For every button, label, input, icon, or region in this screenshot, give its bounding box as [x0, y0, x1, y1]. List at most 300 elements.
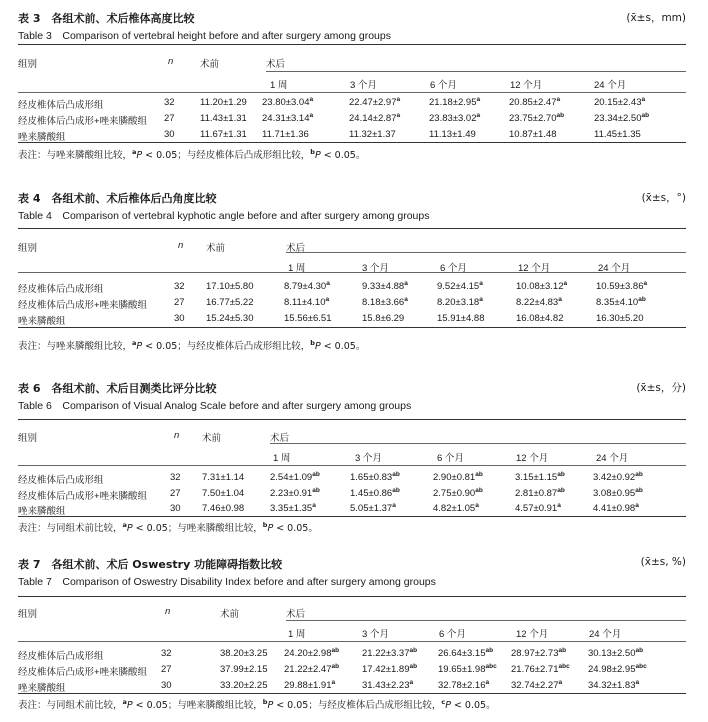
- significance-marker: a: [641, 95, 646, 103]
- row-preop: 15.24±5.30: [206, 313, 254, 324]
- row-value: [350, 488, 400, 499]
- header-period: 1 周: [270, 80, 288, 91]
- header-postop: 术后: [270, 433, 290, 444]
- significance-marker: ab: [475, 486, 483, 494]
- footnote-marker: a: [132, 338, 137, 347]
- footnote-p: P: [267, 700, 274, 711]
- postop-span-rule: [286, 252, 686, 253]
- table-bottom-rule: [18, 142, 686, 143]
- row-value: [596, 313, 643, 324]
- significance-marker: ab: [392, 470, 400, 478]
- footnote-text: 表注：与唑来膦酸组比较，: [18, 341, 133, 352]
- row-value: [362, 648, 417, 659]
- header-period: 1 周: [288, 263, 306, 274]
- value-text: 3.15±1.15: [515, 472, 558, 483]
- row-value: [262, 97, 313, 108]
- footnote-marker: b: [310, 147, 315, 156]
- header-period: 3 个月: [362, 629, 389, 640]
- row-n: 27: [174, 297, 185, 308]
- value-text: 24.14±2.87: [349, 113, 397, 124]
- row-n: 30: [161, 680, 172, 691]
- significance-marker: a: [476, 111, 481, 119]
- value-text: 10.87±1.48: [509, 129, 557, 140]
- value-text: 8.22±4.83: [516, 297, 559, 308]
- significance-marker: a: [312, 501, 316, 509]
- header-period: 24 个月: [598, 263, 631, 274]
- header-period: 12 个月: [518, 263, 551, 274]
- table-title-en: Table 6 Comparison of Visual Analog Scale before and after surgery among groups: [18, 400, 412, 412]
- header-period: 12 个月: [516, 453, 549, 464]
- table-bottom-rule: [18, 516, 686, 517]
- row-preop: 11.43±1.31: [200, 113, 247, 124]
- table-header-rule: [18, 272, 686, 273]
- row-value: [270, 472, 320, 483]
- value-text: 11.13±1.49: [429, 129, 476, 140]
- table-title-en: Table 7 Comparison of Oswestry Disability Index before and after surgery among groups: [18, 576, 436, 588]
- header-preop: 术前: [200, 59, 220, 70]
- footnote-marker: b: [262, 697, 268, 706]
- significance-marker: abc: [485, 662, 497, 670]
- value-text: 8.18±3.66: [362, 297, 405, 308]
- row-group: 唑来膦酸组: [18, 316, 66, 327]
- row-group: 唑来膦酸组: [18, 506, 66, 517]
- row-preop: 11.20±1.29: [200, 97, 247, 108]
- header-group: 组别: [18, 609, 38, 620]
- row-n: 32: [164, 97, 175, 108]
- value-text: 3.35±1.35: [270, 503, 313, 514]
- row-value: [270, 488, 320, 499]
- footnote-text: 表注：与唑来膦酸组比较，: [18, 150, 133, 161]
- row-value: [284, 664, 339, 675]
- table-title-cn: 表 6 各组术前、术后目测类比评分比较: [18, 382, 217, 395]
- significance-marker: ab: [635, 646, 644, 654]
- row-preop: 16.77±5.22: [206, 297, 254, 308]
- significance-marker: a: [404, 279, 408, 287]
- value-text: 9.33±4.88: [362, 281, 405, 292]
- value-text: 4.41±0.98: [593, 503, 636, 514]
- row-value: [349, 129, 396, 140]
- row-preop: 11.67±1.31: [200, 129, 247, 140]
- row-value: [438, 680, 489, 691]
- header-n: n: [174, 430, 180, 441]
- significance-marker: ab: [331, 662, 340, 670]
- row-value: [433, 488, 483, 499]
- row-value: [593, 503, 639, 514]
- header-period: 24 个月: [589, 629, 622, 640]
- significance-marker: a: [404, 295, 408, 303]
- value-text: 26.64±3.15: [438, 648, 486, 659]
- row-value: [588, 664, 647, 675]
- row-value: [511, 664, 570, 675]
- value-text: 16.08±4.82: [516, 313, 564, 324]
- table-title-cn: 表 7 各组术前、术后 Oswestry 功能障碍指数比较: [18, 558, 283, 571]
- header-preop: 术前: [206, 243, 226, 254]
- significance-marker: a: [409, 678, 414, 686]
- row-value: [588, 648, 643, 659]
- table-unit: (x̄±s, %): [640, 556, 686, 568]
- row-n: 30: [174, 313, 185, 324]
- value-text: 15.56±6.51: [284, 313, 332, 324]
- table-unit: (x̄±s，分): [636, 382, 686, 394]
- significance-marker: a: [643, 279, 648, 287]
- row-preop: 17.10±5.80: [206, 281, 254, 292]
- postop-span-rule: [266, 71, 686, 72]
- table-header-rule: [18, 465, 686, 466]
- significance-marker: abc: [635, 662, 647, 670]
- footnote-marker: a: [132, 147, 137, 156]
- header-postop: 术后: [286, 609, 306, 620]
- row-value: [593, 472, 643, 483]
- table-top-rule: [18, 596, 686, 597]
- row-value: [284, 648, 339, 659]
- significance-marker: a: [557, 501, 561, 509]
- row-value: [437, 297, 483, 308]
- footnote-p: P: [126, 700, 133, 711]
- significance-marker: a: [331, 678, 336, 686]
- row-value: [429, 129, 476, 140]
- header-period: 3 个月: [350, 80, 377, 91]
- significance-marker: a: [396, 95, 401, 103]
- significance-marker: a: [485, 678, 490, 686]
- value-text: 11.71±1.36: [262, 129, 309, 140]
- row-value: [516, 281, 567, 292]
- value-text: 8.11±4.10: [284, 297, 326, 308]
- value-text: 15.91±4.88: [437, 313, 485, 324]
- row-group: 唑来膦酸组: [18, 683, 66, 694]
- row-value: [270, 503, 316, 514]
- value-text: 2.75±0.90: [433, 488, 476, 499]
- header-n: n: [178, 240, 184, 251]
- value-text: 22.47±2.97: [349, 97, 397, 108]
- row-group: 经皮椎体后凸成形组: [18, 475, 104, 486]
- table-footnote: [18, 697, 496, 711]
- footnote-p: P: [267, 523, 274, 534]
- row-preop: 37.99±2.15: [220, 664, 268, 675]
- row-value: [349, 97, 400, 108]
- row-value: [433, 472, 483, 483]
- table-bottom-rule: [18, 693, 686, 694]
- row-group: 经皮椎体后凸成形+唑来膦酸组: [18, 300, 148, 311]
- footnote-marker: b: [262, 520, 268, 529]
- row-value: [509, 129, 556, 140]
- significance-marker: ab: [409, 646, 418, 654]
- row-value: [362, 664, 417, 675]
- significance-marker: a: [558, 678, 563, 686]
- row-group: 经皮椎体后凸成形组: [18, 651, 104, 662]
- row-value: [437, 313, 484, 324]
- table-footnote: [18, 338, 365, 352]
- value-text: 24.98±2.95: [588, 664, 636, 675]
- row-n: 27: [161, 664, 172, 675]
- value-text: 4.82±1.05: [433, 503, 476, 514]
- value-text: 34.32±1.83: [588, 680, 636, 691]
- significance-marker: a: [563, 279, 568, 287]
- value-text: 32.74±2.27: [511, 680, 559, 691]
- row-value: [429, 113, 480, 124]
- value-text: 20.85±2.47: [509, 97, 557, 108]
- row-preop: 7.31±1.14: [202, 472, 245, 483]
- value-text: 30.13±2.50: [588, 648, 636, 659]
- row-value: [509, 97, 560, 108]
- value-text: 2.54±1.09: [270, 472, 313, 483]
- row-value: [433, 503, 479, 514]
- footnote-marker: b: [310, 338, 315, 347]
- header-n: n: [168, 56, 174, 67]
- row-value: [362, 680, 413, 691]
- significance-marker: ab: [392, 486, 400, 494]
- footnote-text: 表注：与同组术前比较，: [18, 523, 123, 534]
- significance-marker: a: [326, 279, 330, 287]
- significance-marker: abc: [558, 662, 570, 670]
- table-footnote: [18, 520, 318, 534]
- row-value: [284, 281, 330, 292]
- row-value: [593, 488, 643, 499]
- value-text: 21.22±2.47: [284, 664, 332, 675]
- row-group: 经皮椎体后凸成形+唑来膦酸组: [18, 667, 148, 678]
- footnote-text: < 0.05；与唑来膦酸组比较，: [132, 700, 263, 711]
- row-value: [362, 297, 408, 308]
- value-text: 21.22±3.37: [362, 648, 410, 659]
- footnote-text: < 0.05；与唑来膦酸组比较，: [132, 523, 263, 534]
- significance-marker: a: [392, 501, 396, 509]
- row-n: 32: [170, 472, 181, 483]
- table-footnote: [18, 147, 365, 161]
- value-text: 16.30±5.20: [596, 313, 644, 324]
- row-n: 32: [174, 281, 185, 292]
- significance-marker: a: [558, 295, 562, 303]
- value-text: 9.52±4.15: [437, 281, 480, 292]
- value-text: 17.42±1.89: [362, 664, 410, 675]
- footnote-text: < 0.05；与经皮椎体后凸成形组比较，: [273, 700, 442, 711]
- row-value: [284, 680, 335, 691]
- footnote-marker: a: [122, 697, 127, 706]
- significance-marker: a: [475, 501, 479, 509]
- row-value: [437, 281, 483, 292]
- header-period: 3 个月: [355, 453, 382, 464]
- row-value: [596, 281, 647, 292]
- row-value: [515, 472, 565, 483]
- table-unit: (x̄±s，°): [641, 192, 686, 204]
- value-text: 2.90±0.81: [433, 472, 476, 483]
- table-unit: (x̄±s，mm): [626, 12, 686, 24]
- value-text: 8.79±4.30: [284, 281, 327, 292]
- row-group: 经皮椎体后凸成形组: [18, 284, 104, 295]
- value-text: 21.18±2.95: [429, 97, 477, 108]
- header-group: 组别: [18, 59, 38, 70]
- value-text: 24.31±3.14: [262, 113, 310, 124]
- value-text: 32.78±2.16: [438, 680, 486, 691]
- footnote-p: P: [136, 150, 143, 161]
- value-text: 8.20±3.18: [437, 297, 480, 308]
- row-value: [438, 648, 493, 659]
- header-period: 1 周: [273, 453, 291, 464]
- footnote-text: < 0.05。: [320, 150, 366, 161]
- row-value: [284, 313, 331, 324]
- row-value: [516, 297, 562, 308]
- significance-marker: a: [479, 279, 483, 287]
- postop-span-rule: [270, 443, 686, 444]
- significance-marker: ab: [312, 470, 320, 478]
- significance-marker: ab: [557, 470, 565, 478]
- footnote-p: P: [314, 341, 321, 352]
- header-period: 12 个月: [510, 80, 543, 91]
- header-period: 6 个月: [430, 80, 457, 91]
- row-value: [511, 680, 562, 691]
- footnote-text: < 0.05；与经皮椎体后凸成形组比较，: [142, 341, 311, 352]
- footnote-marker: c: [441, 697, 446, 706]
- significance-marker: ab: [635, 470, 643, 478]
- value-text: 23.75±2.70: [509, 113, 557, 124]
- value-text: 23.83±3.02: [429, 113, 477, 124]
- header-period: 24 个月: [594, 80, 627, 91]
- header-period: 6 个月: [437, 453, 464, 464]
- row-value: [594, 97, 645, 108]
- table-header-rule: [18, 641, 686, 642]
- row-n: 32: [161, 648, 172, 659]
- significance-marker: ab: [475, 470, 483, 478]
- row-value: [284, 297, 329, 308]
- value-text: 1.45±0.86: [350, 488, 393, 499]
- header-period: 6 个月: [440, 263, 467, 274]
- row-value: [262, 129, 309, 140]
- row-value: [429, 97, 480, 108]
- significance-marker: ab: [557, 486, 565, 494]
- value-text: 3.42±0.92: [593, 472, 636, 483]
- row-group: 经皮椎体后凸成形+唑来膦酸组: [18, 491, 148, 502]
- significance-marker: ab: [635, 486, 643, 494]
- row-n: 27: [164, 113, 175, 124]
- significance-marker: ab: [485, 646, 494, 654]
- significance-marker: a: [309, 95, 314, 103]
- value-text: 31.43±2.23: [362, 680, 410, 691]
- row-value: [594, 129, 641, 140]
- header-period: 1 周: [288, 629, 306, 640]
- footnote-p: P: [445, 700, 451, 711]
- header-period: 24 个月: [596, 453, 629, 464]
- footnote-text: < 0.05；与经皮椎体后凸成形组比较，: [142, 150, 311, 161]
- value-text: 20.15±2.43: [594, 97, 642, 108]
- value-text: 11.45±1.35: [594, 129, 641, 140]
- significance-marker: a: [635, 501, 639, 509]
- row-value: [349, 113, 400, 124]
- value-text: 19.65±1.98: [438, 664, 486, 675]
- significance-marker: ab: [641, 111, 650, 119]
- significance-marker: a: [325, 295, 330, 303]
- footnote-text: < 0.05。: [320, 341, 366, 352]
- significance-marker: ab: [638, 295, 646, 303]
- significance-marker: ab: [556, 111, 565, 119]
- significance-marker: a: [635, 678, 640, 686]
- table-top-rule: [18, 228, 686, 229]
- significance-marker: ab: [312, 486, 320, 494]
- header-group: 组别: [18, 433, 38, 444]
- row-preop: 38.20±3.25: [220, 648, 268, 659]
- value-text: 24.20±2.98: [284, 648, 332, 659]
- row-group: 经皮椎体后凸成形组: [18, 100, 104, 111]
- row-group: 经皮椎体后凸成形+唑来膦酸组: [18, 116, 148, 127]
- value-text: 10.08±3.12: [516, 281, 564, 292]
- table-title-cn: 表 3 各组术前、术后椎体高度比较: [18, 12, 195, 25]
- header-postop: 术后: [286, 243, 306, 254]
- header-period: 12 个月: [516, 629, 549, 640]
- row-value: [516, 313, 563, 324]
- footnote-text: < 0.05。: [273, 523, 318, 534]
- significance-marker: ab: [409, 662, 418, 670]
- table-title-cn: 表 4 各组术前、术后椎体后凸角度比较: [18, 192, 217, 205]
- footnote-marker: a: [122, 520, 127, 529]
- table-title-en: Table 3 Comparison of vertebral height before and after surgery among groups: [18, 30, 391, 42]
- header-period: 6 个月: [439, 629, 466, 640]
- value-text: 23.80±3.04: [262, 97, 310, 108]
- table-bottom-rule: [18, 327, 686, 328]
- row-value: [262, 113, 313, 124]
- value-text: 15.8±6.29: [362, 313, 405, 324]
- value-text: 28.97±2.73: [511, 648, 559, 659]
- value-text: 2.81±0.87: [515, 488, 558, 499]
- row-value: [438, 664, 497, 675]
- row-value: [588, 680, 639, 691]
- value-text: 29.88±1.91: [284, 680, 332, 691]
- row-value: [350, 472, 400, 483]
- significance-marker: a: [556, 95, 561, 103]
- value-text: 4.57±0.91: [515, 503, 558, 514]
- row-value: [362, 313, 404, 324]
- value-text: 11.32±1.37: [349, 129, 396, 140]
- table-title-en: Table 4 Comparison of vertebral kyphotic angle before and after surgery among groups: [18, 210, 430, 222]
- significance-marker: a: [479, 295, 483, 303]
- row-value: [511, 648, 566, 659]
- value-text: 23.34±2.50: [594, 113, 642, 124]
- value-text: 5.05±1.37: [350, 503, 393, 514]
- value-text: 8.35±4.10: [596, 297, 639, 308]
- value-text: 3.08±0.95: [593, 488, 636, 499]
- row-value: [594, 113, 649, 124]
- row-value: [362, 281, 408, 292]
- significance-marker: a: [309, 111, 314, 119]
- footnote-p: P: [126, 523, 133, 534]
- footnote-text: 表注：与同组术前比较，: [18, 700, 123, 711]
- row-preop: 7.46±0.98: [202, 503, 245, 514]
- header-group: 组别: [18, 243, 38, 254]
- value-text: 1.65±0.83: [350, 472, 393, 483]
- table-header-rule: [18, 92, 686, 93]
- footnote-text: < 0.05。: [450, 700, 496, 711]
- row-group: 唑来膦酸组: [18, 132, 66, 143]
- row-value: [515, 488, 565, 499]
- header-preop: 术前: [220, 609, 240, 620]
- row-n: 30: [164, 129, 175, 140]
- significance-marker: ab: [558, 646, 567, 654]
- row-value: [509, 113, 564, 124]
- row-n: 27: [170, 488, 181, 499]
- row-value: [515, 503, 561, 514]
- header-period: 3 个月: [362, 263, 389, 274]
- row-preop: 7.50±1.04: [202, 488, 245, 499]
- row-preop: 33.20±2.25: [220, 680, 268, 691]
- significance-marker: ab: [331, 646, 340, 654]
- value-text: 21.76±2.71: [511, 664, 559, 675]
- header-postop: 术后: [266, 59, 286, 70]
- value-text: 2.23±0.91: [270, 488, 313, 499]
- significance-marker: a: [396, 111, 401, 119]
- header-preop: 术前: [202, 433, 222, 444]
- footnote-p: P: [136, 341, 143, 352]
- table-top-rule: [18, 419, 686, 420]
- value-text: 10.59±3.86: [596, 281, 644, 292]
- row-value: [596, 297, 646, 308]
- row-value: [350, 503, 396, 514]
- postop-span-rule: [286, 620, 686, 621]
